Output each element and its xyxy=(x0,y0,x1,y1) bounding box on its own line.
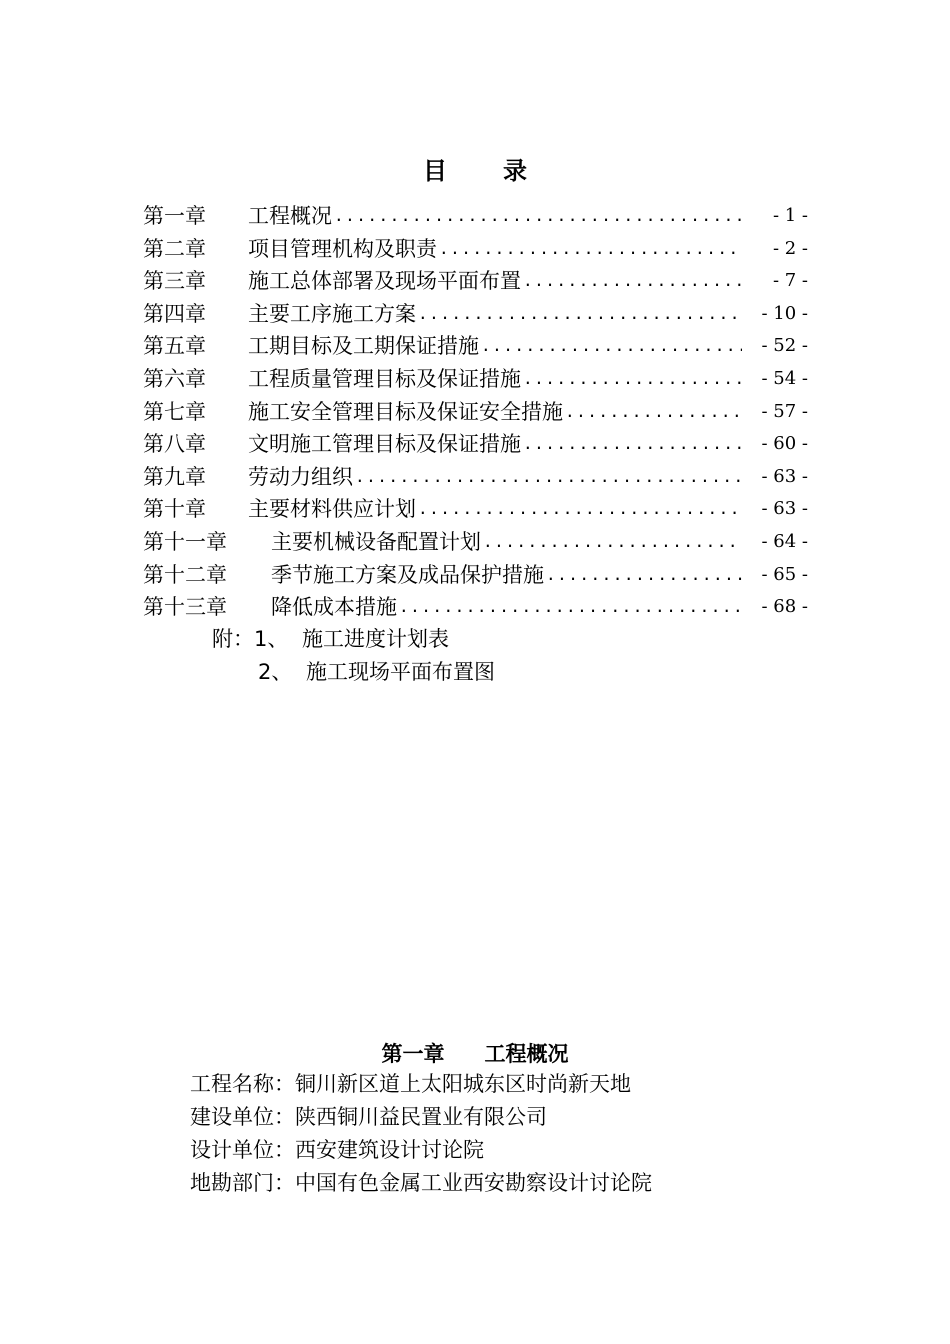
toc-entry-name: 季节施工方案及成品保护措施 xyxy=(271,562,544,587)
toc-entry-name: 主要工序施工方案 xyxy=(248,301,416,326)
toc-entry-leader xyxy=(521,363,742,396)
toc-entry-page: - 54 - xyxy=(761,367,808,389)
toc-entry[interactable] xyxy=(143,591,808,624)
toc-entry-page: - 64 - xyxy=(761,530,808,552)
toc-entry[interactable] xyxy=(143,428,808,461)
toc-entry-chapter: 第七章 xyxy=(143,399,206,424)
toc-entry[interactable] xyxy=(143,493,808,526)
toc-title-left: 目 xyxy=(423,157,447,185)
chapter-heading xyxy=(0,1038,950,1070)
appendix-name: 施工进度计划表 xyxy=(302,627,449,651)
toc-entry-name: 工程质量管理目标及保证措施 xyxy=(248,366,521,391)
toc-entry-name: 工程概况 xyxy=(248,204,332,228)
toc-entry-leader xyxy=(416,298,742,331)
toc-entry-leader xyxy=(563,396,742,429)
project-info xyxy=(190,1068,890,1200)
appendix-name: 施工现场平面布置图 xyxy=(306,660,495,684)
project-info-value: 中国有色金属工业西安勘察设计讨论院 xyxy=(295,1171,652,1195)
toc-entry-leader xyxy=(479,330,742,363)
toc-entry-leader xyxy=(521,265,742,298)
appendix-item[interactable] xyxy=(258,656,495,688)
toc-entry[interactable] xyxy=(143,461,808,494)
toc-entry-page: - 2 - xyxy=(772,237,808,259)
toc-entry-name: 主要机械设备配置计划 xyxy=(271,529,481,554)
toc-entry-chapter: 第五章 xyxy=(143,334,206,359)
toc-entry-leader xyxy=(437,233,742,266)
project-info-label: 工程名称： xyxy=(190,1072,295,1096)
project-info-label: 地勘部门： xyxy=(190,1171,295,1195)
toc-entry-chapter: 第十二章 xyxy=(143,562,227,587)
chapter-heading-title: 工程概况 xyxy=(484,1042,569,1066)
toc-entry[interactable] xyxy=(143,559,808,592)
toc-entry[interactable] xyxy=(143,526,808,559)
toc-entry-name: 施工安全管理目标及保证安全措施 xyxy=(248,399,563,424)
toc-list xyxy=(143,200,808,624)
toc-entry-page: - 57 - xyxy=(761,400,808,422)
toc-entry-name: 主要材料供应计划 xyxy=(248,497,416,522)
toc-entry-page: - 65 - xyxy=(761,563,808,585)
toc-entry-leader xyxy=(481,526,742,559)
project-info-row xyxy=(190,1167,890,1200)
toc-entry-chapter: 第二章 xyxy=(143,236,206,261)
toc-entry[interactable] xyxy=(143,298,808,331)
toc-entry-name: 文明施工管理目标及保证措施 xyxy=(248,432,521,457)
chapter-heading-number: 第一章 xyxy=(381,1042,445,1066)
toc-entry-name: 工期目标及工期保证措施 xyxy=(248,334,479,359)
toc-entry-page: - 52 - xyxy=(761,335,808,357)
toc-entry[interactable] xyxy=(143,233,808,266)
toc-title xyxy=(0,154,950,188)
toc-entry-leader xyxy=(397,591,742,624)
toc-entry-leader xyxy=(416,493,742,526)
toc-entry-name: 劳动力组织 xyxy=(248,464,353,489)
toc-entry-leader xyxy=(353,461,742,494)
project-info-value: 陕西铜川益民置业有限公司 xyxy=(295,1105,547,1129)
toc-entry-page: - 10 - xyxy=(761,302,808,324)
toc-entry-page: - 60 - xyxy=(761,433,808,455)
toc-entry[interactable] xyxy=(143,396,808,429)
toc-entry-page: - 63 - xyxy=(761,465,808,487)
project-info-label: 设计单位： xyxy=(190,1138,295,1162)
toc-entry-name: 项目管理机构及职责 xyxy=(248,236,437,261)
toc-title-right: 录 xyxy=(503,157,527,185)
toc-entry-chapter: 第十一章 xyxy=(143,529,227,554)
toc-entry-chapter: 第四章 xyxy=(143,301,206,326)
toc-entry-name: 降低成本措施 xyxy=(271,595,397,620)
toc-entry-page: - 68 - xyxy=(761,596,808,618)
toc-entry-page: - 7 - xyxy=(772,270,808,292)
project-info-value: 铜川新区道上太阳城东区时尚新天地 xyxy=(295,1072,631,1096)
toc-entry-chapter: 第八章 xyxy=(143,432,206,457)
appendix-prefix: 附： xyxy=(212,627,254,651)
toc-entry-chapter: 第一章 xyxy=(143,204,206,228)
toc-entry-leader xyxy=(332,200,742,233)
toc-entry-chapter: 第十章 xyxy=(143,497,206,522)
toc-entry-leader xyxy=(544,559,742,592)
toc-entry-page: - 63 - xyxy=(761,498,808,520)
appendix-index: 1、 xyxy=(254,627,289,651)
toc-entry[interactable] xyxy=(143,265,808,298)
toc-entry-leader xyxy=(521,428,742,461)
toc-entry-chapter: 第十三章 xyxy=(143,595,227,620)
project-info-row xyxy=(190,1068,890,1101)
toc-entry[interactable] xyxy=(143,200,808,233)
toc-entry-page: - 1 - xyxy=(772,205,808,226)
toc-entry-chapter: 第六章 xyxy=(143,366,206,391)
project-info-label: 建设单位： xyxy=(190,1105,295,1129)
toc-entry-name: 施工总体部署及现场平面布置 xyxy=(248,269,521,294)
toc-entry[interactable] xyxy=(143,363,808,396)
toc-entry-chapter: 第三章 xyxy=(143,269,206,294)
project-info-row xyxy=(190,1101,890,1134)
project-info-row xyxy=(190,1134,890,1167)
project-info-value: 西安建筑设计讨论院 xyxy=(295,1138,484,1162)
toc-entry-chapter: 第九章 xyxy=(143,464,206,489)
toc-entry[interactable] xyxy=(143,330,808,363)
appendix-item[interactable] xyxy=(212,623,449,655)
appendix-index: 2、 xyxy=(258,660,293,684)
